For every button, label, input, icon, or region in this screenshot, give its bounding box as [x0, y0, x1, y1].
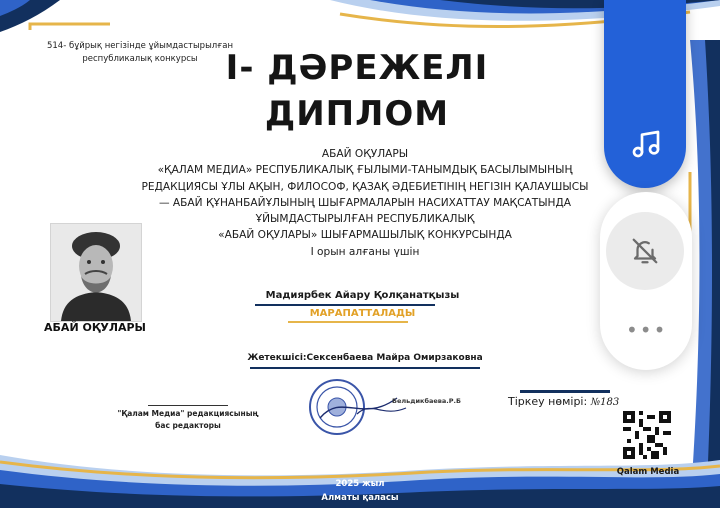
- mute-notifications-button[interactable]: [606, 212, 684, 290]
- body-line: «АБАЙ ОҚУЛАРЫ» ШЫҒАРМАШЫЛЫҚ КОНКУРСЫНДА: [218, 229, 512, 242]
- footer-year: 2025 жыл: [335, 479, 385, 489]
- footer-city: Алматы қаласы: [321, 493, 399, 503]
- registration-label: Тіркеу нөмірі:: [508, 395, 588, 408]
- music-button[interactable]: [604, 0, 686, 188]
- editor-signature-line: [148, 405, 228, 406]
- editor-line1: "Қалам Медиа" редакциясының: [117, 409, 259, 418]
- portrait-caption: АБАЙ ОҚУЛАРЫ: [44, 321, 146, 334]
- qr-label: Qalam Media: [616, 467, 680, 477]
- supervisor-underline: [250, 367, 480, 369]
- official-stamp: [302, 378, 412, 436]
- body-line: РЕДАКЦИЯСЫ ҰЛЫ АҚЫН, ФИЛОСОФ, ҚАЗАҚ ӘДЕБИЕТІНІҢ НЕГІЗІН ҚАЛАУШЫСЫ: [141, 180, 589, 193]
- diploma-title: ДИПЛОМ: [264, 94, 450, 134]
- editor-line2: бас редакторы: [155, 421, 221, 430]
- portrait-illustration: [51, 224, 141, 321]
- diploma-degree-title: I- ДӘРЕЖЕЛІ: [225, 48, 489, 88]
- bell-off-icon: [630, 236, 660, 266]
- body-line: I орын алғаны үшін: [310, 245, 420, 258]
- contest-note-line2: республикалық конкурсы: [82, 54, 198, 64]
- contest-note: [40, 40, 240, 66]
- supervisor-line: Жетекшісі:Сексенбаева Майра Омирзаковна: [247, 353, 483, 363]
- editor-caption: [108, 408, 268, 432]
- recipient-name: Мадиярбек Айару Қолқанатқызы: [265, 290, 460, 301]
- contest-note-line1: 514- бұйрық негізінде ұйымдастырылған: [46, 41, 234, 51]
- registration-number: [508, 395, 628, 408]
- body-line: ҰЙЫМДАСТЫРЫЛҒАН РЕСПУБЛИКАЛЫҚ: [255, 213, 475, 226]
- body-line: АБАЙ ОҚУЛАРЫ: [321, 148, 409, 160]
- awarded-label: МАРАПАТТАЛАДЫ: [309, 308, 416, 319]
- music-note-icon: [630, 128, 662, 160]
- awarded-underline: [288, 321, 408, 323]
- footer: [300, 477, 420, 505]
- diploma-body: [115, 146, 615, 260]
- qr-code: [623, 411, 671, 459]
- body-line: «ҚАЛАМ МЕДИА» РЕСПУБЛИКАЛЫҚ ҒЫЛЫМИ-ТАНЫМДЫҚ БАСЫЛЫМЫНЫҢ: [157, 164, 573, 177]
- abai-portrait: [50, 223, 142, 322]
- signature-name: Бельдикбаева.Р.Б: [392, 397, 461, 405]
- more-horizontal-icon[interactable]: •••: [626, 318, 668, 342]
- registration-rule: [520, 390, 610, 393]
- body-line: — АБАЙ ҚҰНАНБАЙҰЛЫНЫҢ ШЫҒАРМАЛАРЫН НАСИХАТТАУ МАҚСАТЫНДА: [158, 196, 572, 209]
- registration-value: №183: [590, 397, 620, 408]
- recipient-underline: [255, 304, 435, 306]
- qr-pattern: [623, 411, 671, 459]
